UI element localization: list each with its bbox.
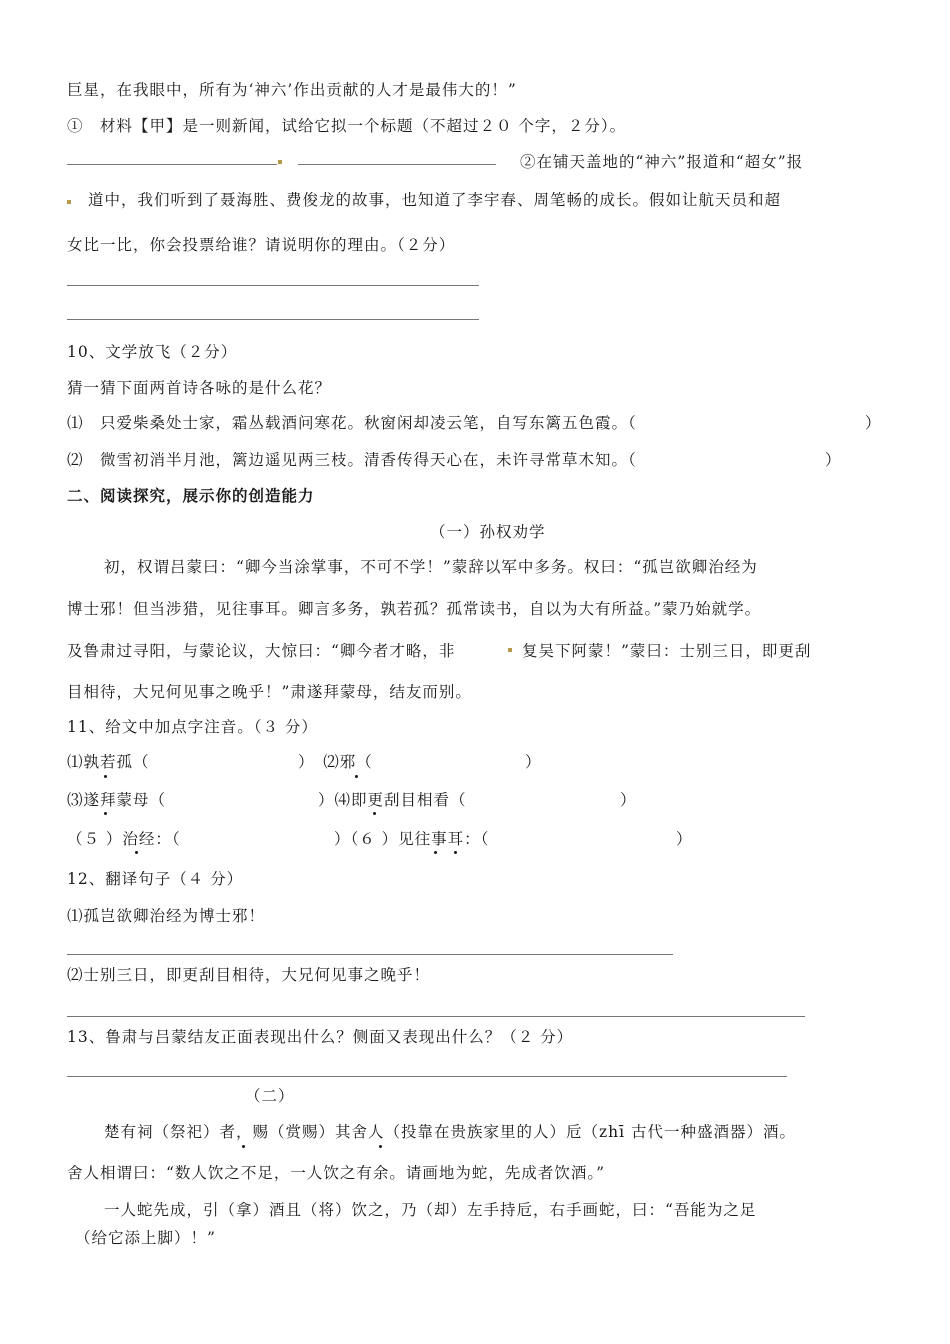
question-11-item: ）⑷即更刮目相看（: [318, 791, 467, 809]
scan-mark: [67, 200, 71, 204]
passage-line: 目相待，大兄何见事之晚乎！”肃遂拜蒙母，结友而别。: [67, 683, 472, 701]
passage-title: （一）孙权劝学: [430, 523, 546, 541]
text-line: 女比一比，你会投票给谁？请说明你的理由。（２分）: [67, 236, 456, 254]
question-9-1: ① 材料【甲】是一则新闻，试给它拟一个标题（不超过２０ 个字，２分）。: [67, 117, 627, 135]
answer-line[interactable]: [67, 285, 479, 286]
emphasis-dot: [355, 775, 358, 778]
passage-line: 复吴下阿蒙！”蒙曰：士别三日，即更刮: [522, 642, 812, 660]
poem-2-paren: ）: [825, 451, 842, 469]
translate-sentence-1: ⑴孤岂欲卿治经为博士邪！: [67, 907, 266, 925]
poem-2: ⑵ 微雪初消半月池，篱边遥见两三枝。清香传得天心在，未许寻常草木知。（: [67, 451, 637, 469]
emphasis-dot: [135, 851, 138, 854]
answer-blank[interactable]: [67, 164, 277, 165]
emphasis-dot: [104, 812, 107, 815]
question-13: 13、鲁肃与吕蒙结友正面表现出什么？侧面又表现出什么？（２ 分）: [67, 1028, 574, 1046]
text-line: 道中，我们听到了聂海胜、费俊龙的故事，也知道了李宇春、周笔畅的成长。假如让航天员和超: [88, 191, 782, 209]
question-11-item: ⑴孰若孤（: [67, 753, 150, 771]
passage-2-line: 楚有祠（祭祀）者，赐（赏赐）其舍人（投靠在贵族家里的人）卮（zhī 古代一种盛酒器）酒。: [104, 1123, 797, 1141]
text-line: 巨星，在我眼中，所有为‘神六’作出贡献的人才是最伟大的！”: [67, 81, 517, 99]
passage-line: 及鲁肃过寻阳，与蒙论议，大惊曰：“卿今者才略，非: [67, 642, 456, 660]
question-10-heading: 10、文学放飞（２分）: [67, 343, 238, 361]
question-11-item: ） ⑵邪（: [298, 753, 373, 771]
answer-blank[interactable]: [298, 164, 496, 165]
passage-2-title: （二）: [245, 1087, 295, 1105]
passage-line: 初，权谓吕蒙曰：“卿今当涂掌事，不可不学！”蒙辞以军中多务。权曰：“孤岂欲卿治经为: [104, 558, 758, 576]
question-11-item: ）（６ ）见往事耳：（: [334, 830, 490, 848]
question-12-heading: 12、翻译句子（４ 分）: [67, 870, 244, 888]
question-11-item: （５ ）治经：（: [67, 830, 181, 848]
emphasis-dot: [434, 851, 437, 854]
question-10-prompt: 猜一猜下面两首诗各咏的是什么花？: [67, 379, 332, 397]
question-11-paren: ）: [676, 830, 693, 848]
emphasis-dot: [373, 812, 376, 815]
question-9-2: ②在铺天盖地的“神六”报道和“超女”报: [520, 153, 804, 171]
passage-line: 博士邪！但当涉猎，见往事耳。卿言多务，孰若孤？孤常读书，自以为大有所益。”蒙乃始就学。: [67, 600, 762, 618]
section-heading: 二、阅读探究，展示你的创造能力: [67, 486, 315, 505]
question-11-heading: 11、给文中加点字注音。（３ 分）: [67, 718, 318, 736]
answer-line[interactable]: [67, 1076, 787, 1077]
question-11-item: ⑶遂拜蒙母（: [67, 791, 167, 809]
scan-mark: [278, 160, 282, 164]
question-11-paren: ）: [620, 791, 637, 809]
emphasis-dot: [379, 1145, 382, 1148]
passage-2-line: （给它添上脚）！”: [75, 1229, 216, 1247]
answer-line[interactable]: [67, 954, 673, 955]
answer-line[interactable]: [67, 319, 479, 320]
question-11-paren: ）: [525, 753, 542, 771]
answer-line[interactable]: [67, 1016, 805, 1017]
passage-2-line: 一人蛇先成，引（拿）酒且（将）饮之，乃（却）左手持卮，右手画蛇，曰：“吾能为之足: [104, 1201, 757, 1219]
poem-1-paren: ）: [865, 414, 882, 432]
emphasis-dot: [454, 851, 457, 854]
poem-1: ⑴ 只爱柴桑处士家，霜丛载酒问寒花。秋窗闲却凌云笔，自写东篱五色霞。（: [67, 414, 637, 432]
emphasis-dot: [104, 775, 107, 778]
passage-2-line: 舍人相谓曰：“数人饮之不足，一人饮之有余。请画地为蛇，先成者饮酒。”: [67, 1164, 606, 1182]
scan-mark: [508, 648, 512, 652]
translate-sentence-2: ⑵士别三日，即更刮目相待，大兄何见事之晚乎！: [67, 966, 431, 984]
emphasis-dot: [242, 1145, 245, 1148]
